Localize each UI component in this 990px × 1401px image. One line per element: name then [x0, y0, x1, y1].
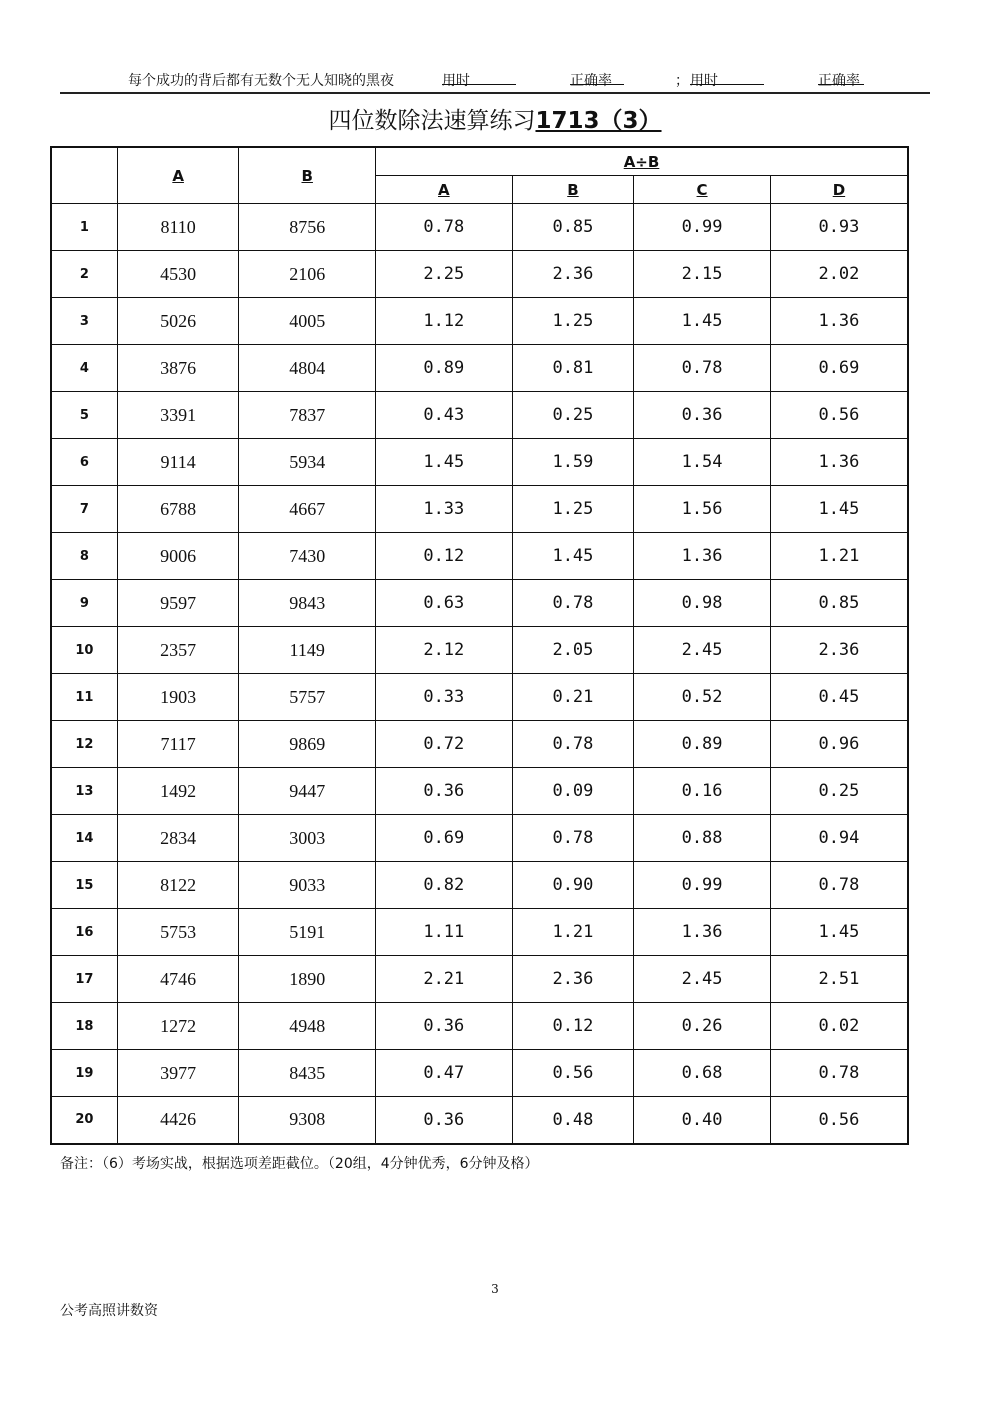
table-row: [51, 909, 908, 956]
option-a: 0.36: [376, 1003, 513, 1050]
value-b: 8435: [239, 1050, 376, 1097]
option-d: 1.36: [770, 439, 908, 486]
value-a: 6788: [117, 486, 239, 533]
value-a: 1272: [117, 1003, 239, 1050]
table-row: [51, 251, 908, 298]
option-a: 0.36: [376, 768, 513, 815]
time-label-1: 用时: [442, 73, 470, 89]
option-d: 0.69: [770, 345, 908, 392]
table-row: [51, 862, 908, 909]
option-a: 0.12: [376, 533, 513, 580]
option-d-header: D: [770, 176, 908, 204]
option-a-header: A: [376, 176, 513, 204]
option-a: 0.47: [376, 1050, 513, 1097]
row-index: 15: [51, 862, 117, 909]
option-a: 2.25: [376, 251, 513, 298]
option-c: 0.98: [634, 580, 771, 627]
option-d: 0.02: [770, 1003, 908, 1050]
value-b: 5191: [239, 909, 376, 956]
value-b: 9869: [239, 721, 376, 768]
option-c: 1.36: [634, 533, 771, 580]
row-index: 1: [51, 204, 117, 251]
motto: 每个成功的背后都有无数个无人知晓的黑夜: [128, 73, 394, 89]
table-row: [51, 1003, 908, 1050]
page-header: [60, 70, 930, 94]
time-label-2: 用时: [690, 73, 718, 89]
col-a-header: A: [117, 147, 239, 204]
row-index: 2: [51, 251, 117, 298]
option-b: 1.45: [512, 533, 634, 580]
value-a: 4746: [117, 956, 239, 1003]
row-index: 14: [51, 815, 117, 862]
row-index: 5: [51, 392, 117, 439]
option-d: 0.45: [770, 674, 908, 721]
option-b: 0.90: [512, 862, 634, 909]
note: 备注：（6）考场实战，根据选项差距截位。（20组，4分钟优秀，6分钟及格）: [60, 1156, 539, 1172]
option-a: 2.12: [376, 627, 513, 674]
option-d: 2.51: [770, 956, 908, 1003]
value-b: 1890: [239, 956, 376, 1003]
option-c: 0.78: [634, 345, 771, 392]
table-row: [51, 204, 908, 251]
option-a: 0.33: [376, 674, 513, 721]
table-row: [51, 1050, 908, 1097]
option-c: 2.15: [634, 251, 771, 298]
accuracy-blank-1[interactable]: [570, 70, 624, 85]
index-header: [51, 147, 117, 204]
division-group-header: A÷B: [376, 147, 908, 176]
col-b-header: B: [239, 147, 376, 204]
option-c: 0.40: [634, 1097, 771, 1144]
value-b: 8756: [239, 204, 376, 251]
option-c: 1.54: [634, 439, 771, 486]
option-a: 1.11: [376, 909, 513, 956]
row-index: 16: [51, 909, 117, 956]
value-a: 9006: [117, 533, 239, 580]
option-d: 0.85: [770, 580, 908, 627]
option-c: 1.36: [634, 909, 771, 956]
option-a: 0.82: [376, 862, 513, 909]
value-a: 5753: [117, 909, 239, 956]
option-c: 2.45: [634, 956, 771, 1003]
accuracy-blank-2[interactable]: [818, 70, 864, 85]
row-index: 10: [51, 627, 117, 674]
table-row: [51, 956, 908, 1003]
time-blank-2[interactable]: [690, 70, 764, 85]
table-row: [51, 627, 908, 674]
option-b: 0.25: [512, 392, 634, 439]
value-b: 5757: [239, 674, 376, 721]
value-a: 7117: [117, 721, 239, 768]
value-b: 9033: [239, 862, 376, 909]
row-index: 12: [51, 721, 117, 768]
row-index: 8: [51, 533, 117, 580]
table-row: [51, 439, 908, 486]
value-a: 4426: [117, 1097, 239, 1144]
option-a: 1.12: [376, 298, 513, 345]
value-a: 2834: [117, 815, 239, 862]
option-b: 0.56: [512, 1050, 634, 1097]
option-c: 0.99: [634, 204, 771, 251]
option-d: 0.56: [770, 392, 908, 439]
value-a: 2357: [117, 627, 239, 674]
option-b: 0.12: [512, 1003, 634, 1050]
option-b: 0.85: [512, 204, 634, 251]
value-b: 9308: [239, 1097, 376, 1144]
table-row: [51, 1097, 908, 1144]
practice-table: [50, 146, 909, 1145]
value-a: 9114: [117, 439, 239, 486]
table-row: [51, 392, 908, 439]
value-b: 1149: [239, 627, 376, 674]
value-b: 3003: [239, 815, 376, 862]
row-index: 7: [51, 486, 117, 533]
option-a: 0.36: [376, 1097, 513, 1144]
table-row: [51, 721, 908, 768]
value-b: 7837: [239, 392, 376, 439]
table-body: [51, 204, 908, 1144]
option-a: 1.45: [376, 439, 513, 486]
table-row: [51, 768, 908, 815]
option-b: 2.36: [512, 251, 634, 298]
option-a: 2.21: [376, 956, 513, 1003]
value-a: 4530: [117, 251, 239, 298]
option-d: 0.94: [770, 815, 908, 862]
table-row: [51, 674, 908, 721]
option-d: 1.45: [770, 909, 908, 956]
value-b: 9447: [239, 768, 376, 815]
option-d: 0.78: [770, 1050, 908, 1097]
option-b: 0.78: [512, 815, 634, 862]
option-b: 0.78: [512, 580, 634, 627]
option-d: 0.25: [770, 768, 908, 815]
value-b: 4948: [239, 1003, 376, 1050]
option-c: 1.56: [634, 486, 771, 533]
option-c: 0.16: [634, 768, 771, 815]
option-a: 0.43: [376, 392, 513, 439]
option-b: 0.81: [512, 345, 634, 392]
option-a: 0.63: [376, 580, 513, 627]
option-c: 2.45: [634, 627, 771, 674]
option-c: 0.89: [634, 721, 771, 768]
value-a: 1903: [117, 674, 239, 721]
value-b: 9843: [239, 580, 376, 627]
option-d: 0.93: [770, 204, 908, 251]
time-blank-1[interactable]: [442, 70, 516, 85]
table-row: [51, 580, 908, 627]
table-row: [51, 345, 908, 392]
option-b: 0.21: [512, 674, 634, 721]
option-d: 0.56: [770, 1097, 908, 1144]
option-d: 0.78: [770, 862, 908, 909]
option-a: 1.33: [376, 486, 513, 533]
table-row: [51, 533, 908, 580]
footer-brand: 公考高照讲数资: [60, 1303, 158, 1319]
option-d: 0.96: [770, 721, 908, 768]
value-b: 7430: [239, 533, 376, 580]
option-a: 0.89: [376, 345, 513, 392]
value-b: 5934: [239, 439, 376, 486]
option-d: 1.45: [770, 486, 908, 533]
value-a: 8110: [117, 204, 239, 251]
option-c: 0.52: [634, 674, 771, 721]
value-a: 9597: [117, 580, 239, 627]
value-a: 3876: [117, 345, 239, 392]
row-index: 18: [51, 1003, 117, 1050]
value-a: 3391: [117, 392, 239, 439]
option-d: 1.36: [770, 298, 908, 345]
option-c: 0.36: [634, 392, 771, 439]
row-index: 9: [51, 580, 117, 627]
option-c: 0.68: [634, 1050, 771, 1097]
title-code: 1713（3）: [535, 108, 662, 134]
row-index: 17: [51, 956, 117, 1003]
value-a: 8122: [117, 862, 239, 909]
option-b: 1.25: [512, 486, 634, 533]
value-a: 5026: [117, 298, 239, 345]
title-text: 四位数除法速算练习: [328, 108, 536, 134]
row-index: 13: [51, 768, 117, 815]
option-b: 1.25: [512, 298, 634, 345]
value-b: 4005: [239, 298, 376, 345]
option-c: 0.26: [634, 1003, 771, 1050]
table-row: [51, 298, 908, 345]
row-index: 19: [51, 1050, 117, 1097]
option-c: 0.99: [634, 862, 771, 909]
value-b: 2106: [239, 251, 376, 298]
value-a: 3977: [117, 1050, 239, 1097]
option-b: 0.48: [512, 1097, 634, 1144]
table-row: [51, 486, 908, 533]
option-d: 2.36: [770, 627, 908, 674]
accuracy-label-2: 正确率: [818, 73, 860, 89]
option-b: 0.09: [512, 768, 634, 815]
table-row: [51, 815, 908, 862]
option-b-header: B: [512, 176, 634, 204]
row-index: 11: [51, 674, 117, 721]
value-b: 4804: [239, 345, 376, 392]
option-b: 2.36: [512, 956, 634, 1003]
value-b: 4667: [239, 486, 376, 533]
separator: ；: [675, 73, 689, 89]
option-a: 0.69: [376, 815, 513, 862]
option-b: 1.21: [512, 909, 634, 956]
option-a: 0.72: [376, 721, 513, 768]
option-c: 0.88: [634, 815, 771, 862]
value-a: 1492: [117, 768, 239, 815]
row-index: 3: [51, 298, 117, 345]
page-title: [0, 102, 990, 135]
option-d: 1.21: [770, 533, 908, 580]
row-index: 4: [51, 345, 117, 392]
option-a: 0.78: [376, 204, 513, 251]
page-number: 3: [491, 1282, 499, 1296]
option-c-header: C: [634, 176, 771, 204]
option-b: 2.05: [512, 627, 634, 674]
row-index: 6: [51, 439, 117, 486]
option-c: 1.45: [634, 298, 771, 345]
row-index: 20: [51, 1097, 117, 1144]
accuracy-label-1: 正确率: [570, 73, 612, 89]
option-b: 1.59: [512, 439, 634, 486]
option-b: 0.78: [512, 721, 634, 768]
option-d: 2.02: [770, 251, 908, 298]
